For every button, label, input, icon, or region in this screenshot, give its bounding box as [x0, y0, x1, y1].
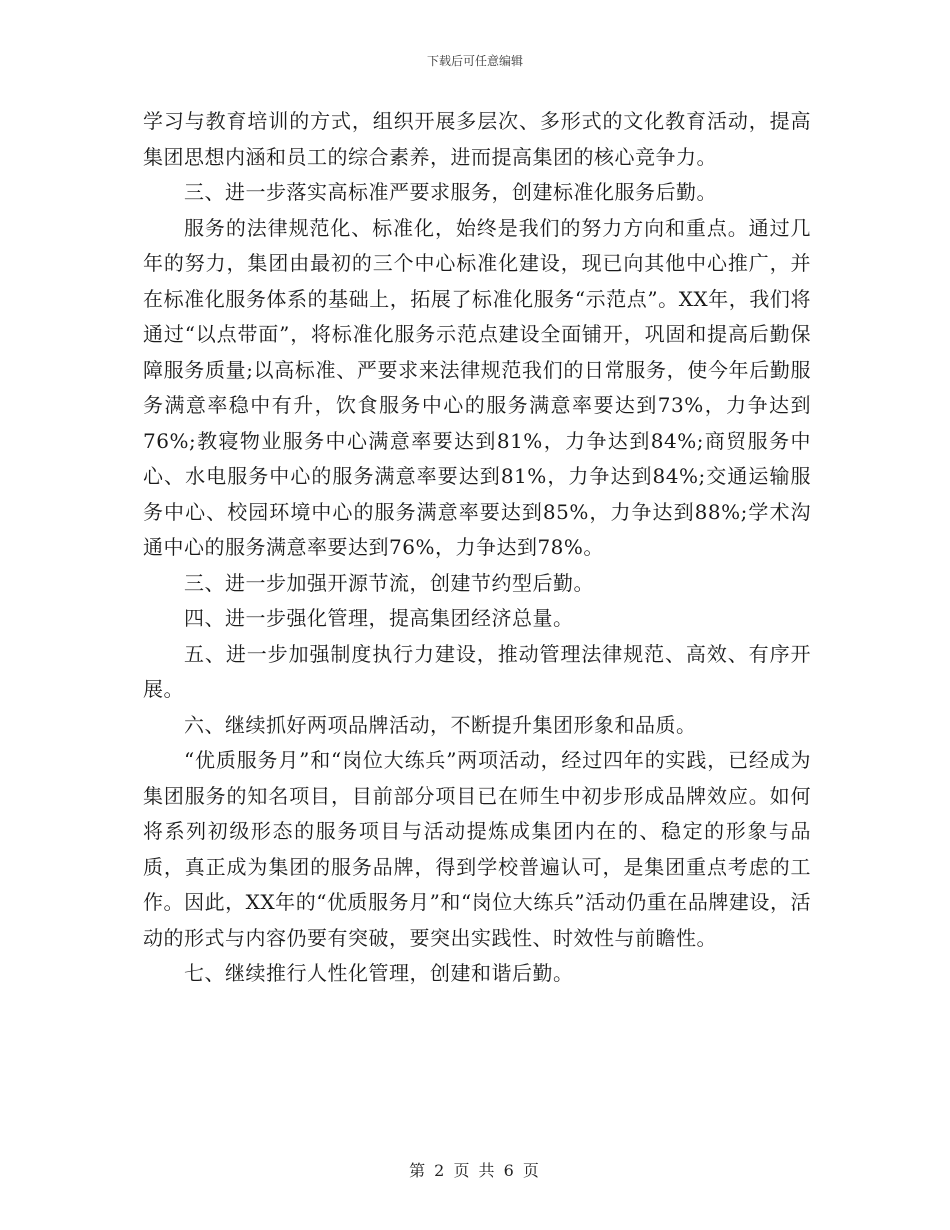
paragraph-9: 七、继续推行人性化管理，创建和谐后勤。 — [184, 961, 574, 985]
paragraph-6: 五、进一步加强制度执行力建设，推动管理法律规范、高效、有序开展。 — [143, 641, 811, 701]
page-number: 第 2 页 共 6 页 — [409, 1161, 541, 1180]
paragraph-3: 服务的法律规范化、标准化，始终是我们的努力方向和重点。通过几年的努力，集团由最初的三个中心标准化建设，现已向其他中心推广，并在标准化服务体系的基础上，拓展了标准化服务“示范点”。XX年，我们将通过“以点带面”，将标准化服务示范点建设全面铺开，巩固和提高后勤保障服务质量;以高标准、严要求来法律规范我们的日常服务，使今年后勤服务满意率稳中有升，饮食服务中心的服务满意率要达到73%，力争达到76%;教寝物业服务中心满意率要达到81%，力争达到84%;商贸服务中心、水电服务中心的服务满意率要达到81%，力争达到84%;交通运输服务中心、校园环境中心的服务满意率要达到85%，力争达到88%;学术沟通中心的服务满意率要达到76%，力争达到78%。 — [143, 215, 811, 559]
paragraph-5: 四、进一步强化管理，提高集团经济总量。 — [184, 606, 574, 630]
header-note: 下载后可任意编辑 — [426, 54, 523, 68]
paragraph-2: 三、进一步落实高标准严要求服务，创建标准化服务后勤。 — [184, 180, 717, 204]
document-body — [143, 104, 811, 992]
paragraph-4: 三、进一步加强开源节流，创建节约型后勤。 — [184, 570, 594, 595]
paragraph-7: 六、继续抓好两项品牌活动，不断提升集团形象和品质。 — [184, 712, 697, 737]
paragraph-1: 学习与教育培训的方式，组织开展多层次、多形式的文化教育活动，提高集团思想内涵和员工的综合素养，进而提高集团的核心竞争力。 — [143, 109, 811, 169]
paragraph-8: “优质服务月”和“岗位大练兵”两项活动，经过四年的实践，已经成为集团服务的知名项目，目前部分项目已在师生中初步形成品牌效应。如何将系列初级形态的服务项目与活动提炼成集团内在的、稳定的形象与品质，真正成为集团的服务品牌，得到学校普遍认可，是集团重点考虑的工作。因此，XX年的“优质服务月”和“岗位大练兵”活动仍重在品牌建设，活动的形式与内容仍要有突破，要突出实践性、时效性与前瞻性。 — [143, 748, 811, 950]
